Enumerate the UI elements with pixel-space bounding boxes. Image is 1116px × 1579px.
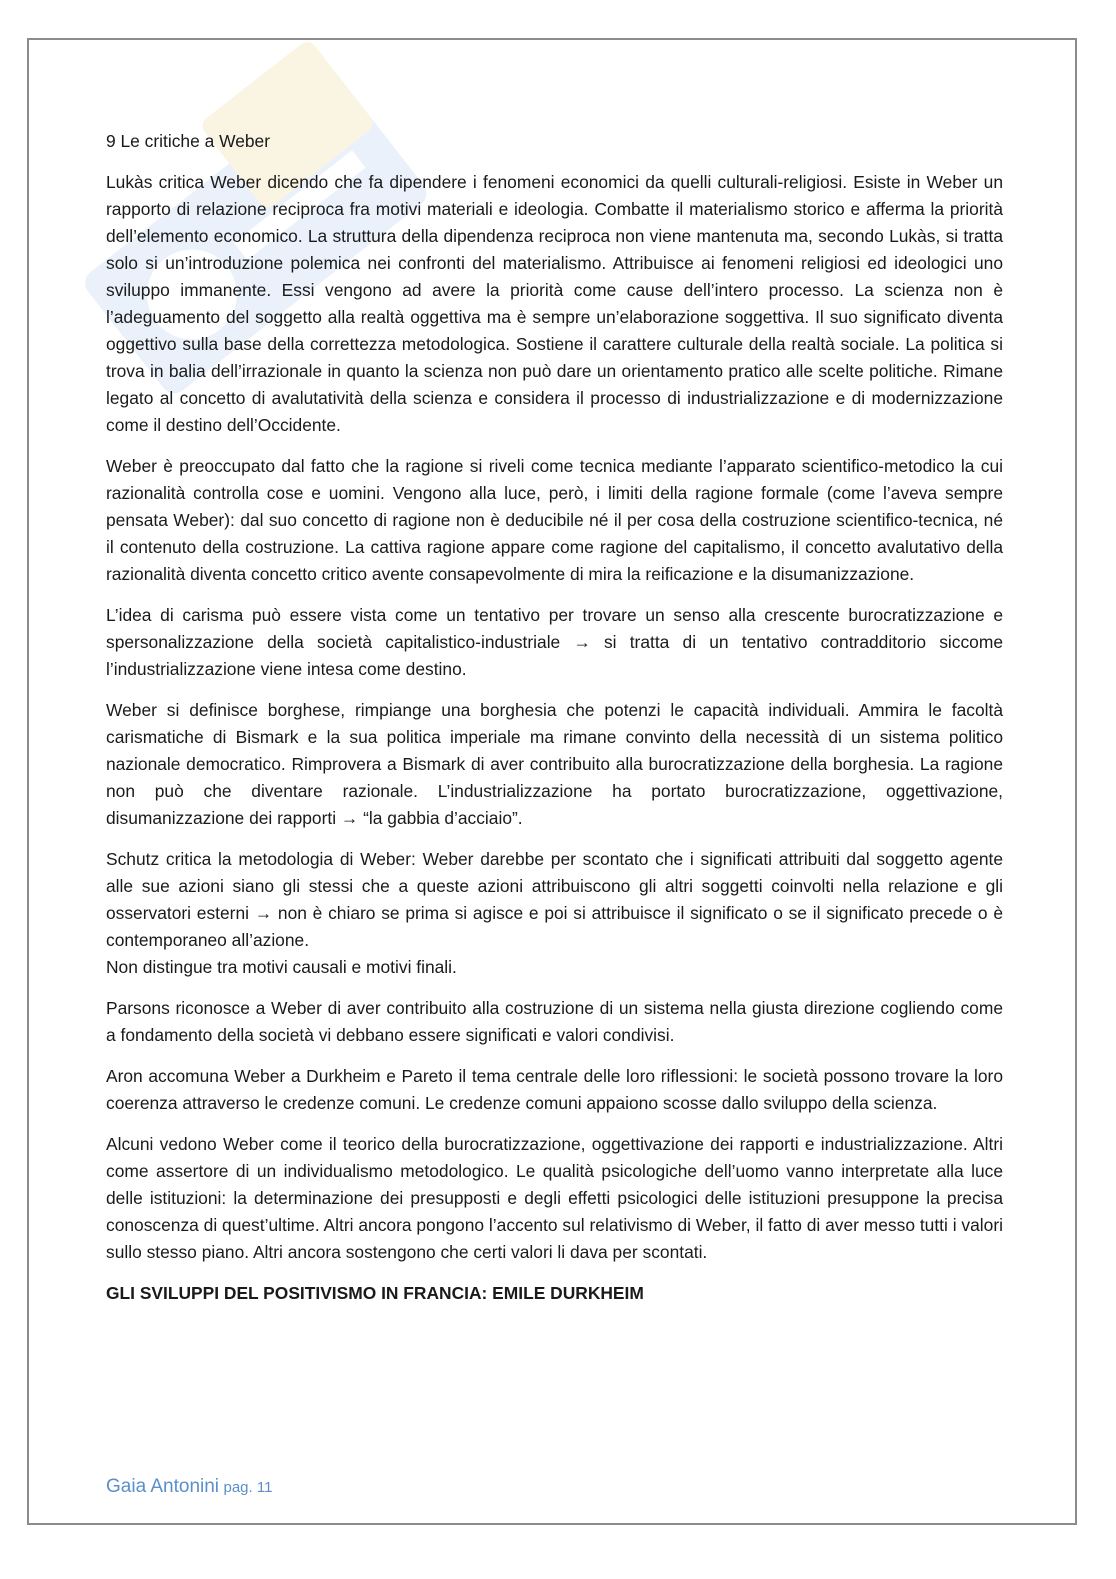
next-section-heading: GLI SVILUPPI DEL POSITIVISMO IN FRANCIA: EMILE DURKHEIM xyxy=(106,1283,644,1303)
paragraph-borghese: Weber si definisce borghese, rimpiange una borghesia che potenzi le capacità individuali. Ammira le facoltà carismatiche di Bismark e la sua politica imperiale ma rimane convinto della necessità di un sistema politico nazionale democratico. Rimprovera a Bismark di aver contribuito alla burocratizzazione della borghesia. La ragione non può che diventare razionale. L’industrializzazione ha portato burocratizzazione, oggettivazione, disumanizzazione dei rapporti → “la gabbia d’acciaio”. xyxy=(106,700,1003,828)
paragraph-carisma: L’idea di carisma può essere vista come un tentativo per trovare un senso alla crescente burocratizzazione e spersonalizzazione della società capitalistico-industriale → si tratta di un tentativo contradditorio siccome l’industrializzazione viene intesa come destino. xyxy=(106,605,1003,679)
section-title: 9 Le critiche a Weber xyxy=(106,131,271,151)
paragraph-ragione: Weber è preoccupato dal fatto che la ragione si riveli come tecnica mediante l’apparato scientifico-metodico la cui razionalità controlla cose e uomini. Vengono alla luce, però, i limiti della ragione formale (come l’aveva sempre pensata Weber): dal suo concetto di ragione non è deducibile né il per cosa della costruzione scientifico-tecnica, né il contenuto della costruzione. La cattiva ragione appare come ragione del capitalismo, il concetto avalutativo della razionalità diventa concetto critico avente consapevolmente di mira la reificazione e la disumanizzazione. xyxy=(106,456,1003,584)
footer-page-number: pag. 11 xyxy=(223,1479,273,1496)
page-footer xyxy=(106,1476,272,1498)
paragraph-lukacs: Lukàs critica Weber dicendo che fa dipendere i fenomeni economici da quelli culturali-religiosi. Esiste in Weber un rapporto di relazione reciproca fra motivi materiali e ideologia. Combatte il materialismo storico e afferma la priorità dell’elemento economico. La struttura della dipendenza reciproca non viene mantenuta ma, secondo Lukàs, si tratta solo si un’introduzione polemica nei confronti del materialismo. Attribuisce ai fenomeni religiosi ed ideologici uno sviluppo immanente. Essi vengono ad avere la priorità come cause dell’intero processo. La scienza non è l’adeguamento del soggetto alla realtà oggettiva ma è sempre un’elaborazione soggettiva. Il suo significato diventa oggettivo sulla base della correttezza metodologica. Sostiene il carattere culturale della realtà sociale. La politica si trova in balia dell’irrazionale in quanto la scienza non può dare un orientamento pratico alle scelte politiche. Rimane legato al concetto di avalutatività della scienza e considera il processo di industrializzazione e di modernizzazione come il destino dell’Occidente. xyxy=(106,172,1003,435)
paragraph-aron: Aron accomuna Weber a Durkheim e Pareto il tema centrale delle loro riflessioni: le società possono trovare la loro coerenza attraverso le credenze comuni. Le credenze comuni appaiono scosse dallo sviluppo della scienza. xyxy=(106,1066,1003,1113)
paragraph-parsons: Parsons riconosce a Weber di aver contribuito alla costruzione di un sistema nella giusta direzione cogliendo come a fondamento della società vi debbano essere significati e valori condivisi. xyxy=(106,998,1003,1045)
paragraph-schutz: Schutz critica la metodologia di Weber: Weber darebbe per scontato che i significati attribuiti dal soggetto agente alle sue azioni siano gli stessi che a queste azioni attribuiscono gli altri soggetti coinvolti nella relazione e gli osservatori esterni → non è chiaro se prima si agisce e poi si attribuisce il significato o se il significato precede o è contemporaneo all’azione. Non distingue tra motivi causali e motivi finali. xyxy=(106,849,1003,977)
footer-author: Gaia Antonini xyxy=(106,1476,220,1497)
document-body xyxy=(106,128,1003,1307)
paragraph-alcuni: Alcuni vedono Weber come il teorico della burocratizzazione, oggettivazione dei rapporti e industrializzazione. Altri come assertore di un individualismo metodologico. Le qualità psicologiche dell’uomo vanno interpretate alla luce delle istituzioni: la determinazione dei presupposti e degli effetti psicologici delle istituzioni presuppone la precisa conoscenza di quest’ultime. Altri ancora pongono l’accento sul relativismo di Weber, il fatto di aver messo tutti i valori sullo stesso piano. Altri ancora sostengono che certi valori li dava per scontati. xyxy=(106,1134,1003,1262)
